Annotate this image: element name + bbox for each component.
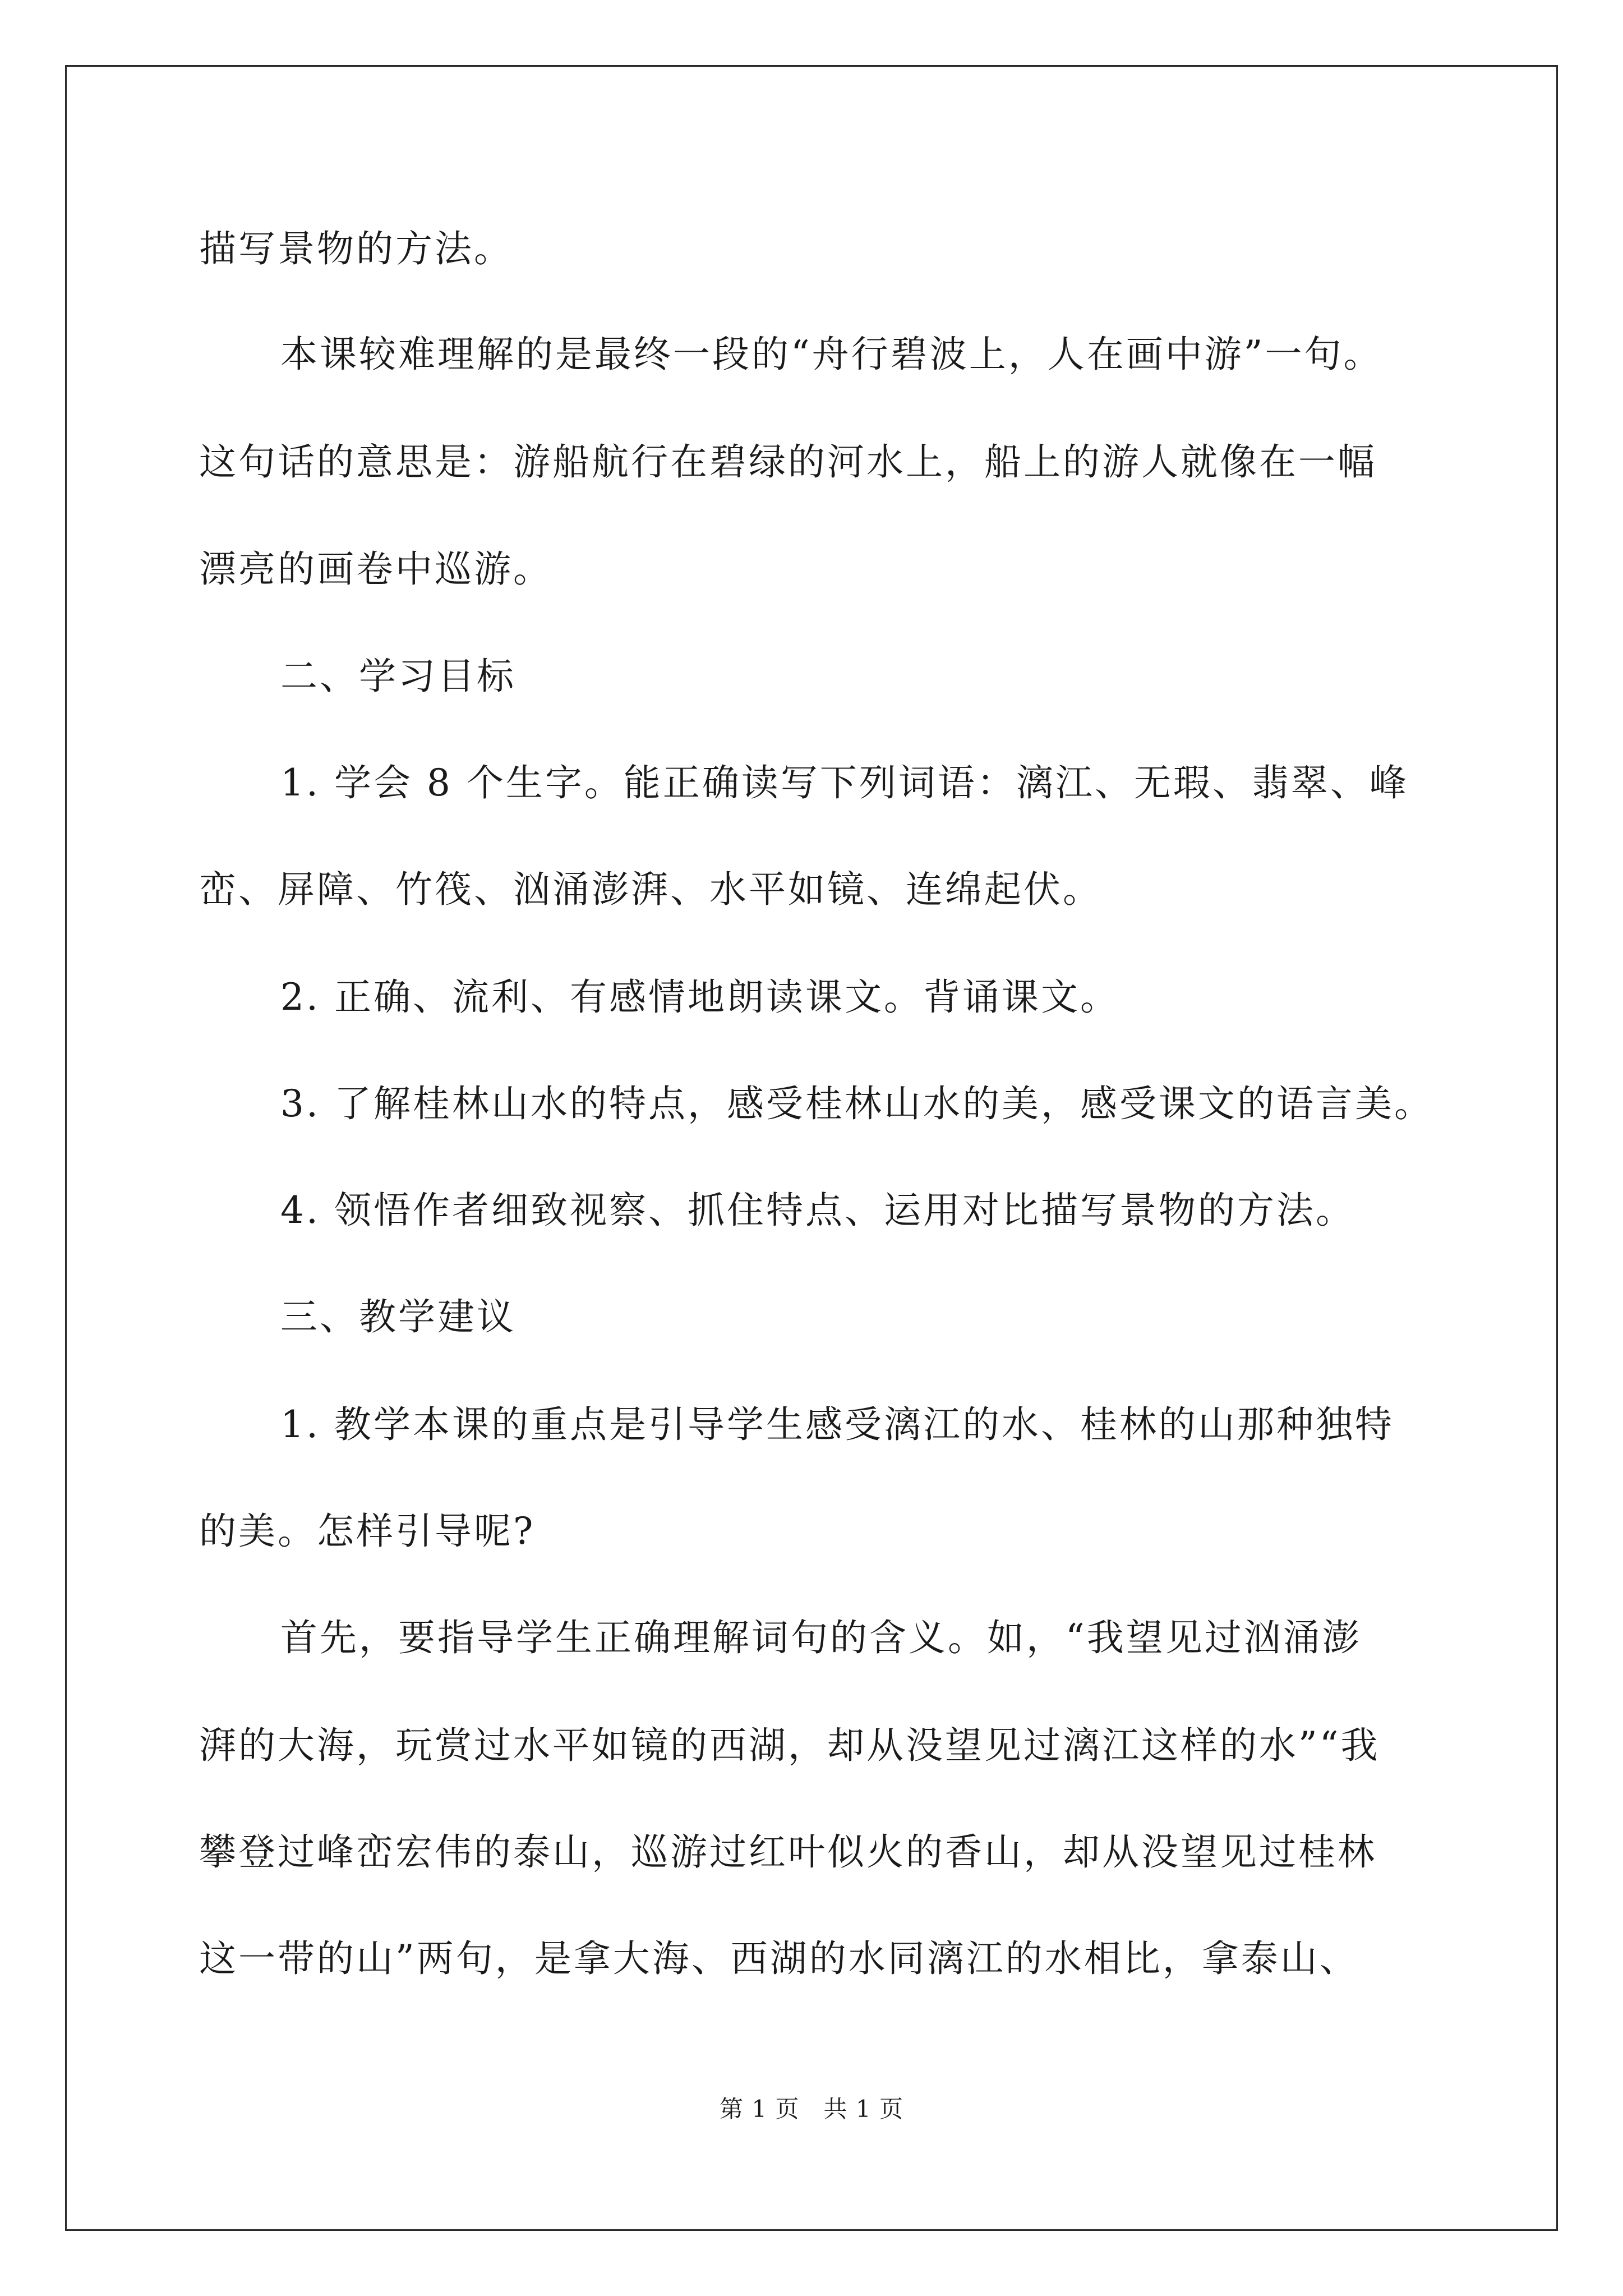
text-line: 1. 学会 8 个生字。能正确读写下列词语：漓江、无瑕、翡翠、峰 — [280, 761, 1409, 804]
text-line: 3. 了解桂林山水的特点，感受桂林山水的美，感受课文的语言美。 — [280, 1082, 1433, 1125]
text-line: 这一带的山”两句，是拿大海、西湖的水同漓江的水相比，拿泰山、 — [199, 1937, 1359, 1980]
page-border — [65, 65, 1558, 2231]
text-line: 的美。怎样引导呢? — [199, 1510, 536, 1553]
text-line: 1. 教学本课的重点是引导学生感受漓江的水、桂林的山那种独特 — [280, 1403, 1394, 1446]
text-line: 攀登过峰峦宏伟的泰山，巡游过红叶似火的香山，却从没望见过桂林 — [199, 1830, 1377, 1874]
text-line: 这句话的意思是：游船航行在碧绿的河水上，船上的游人就像在一幅 — [199, 440, 1377, 484]
text-line: 2. 正确、流利、有感情地朗读课文。背诵课文。 — [280, 976, 1119, 1019]
text-line: 4. 领悟作者细致视察、抓住特点、运用对比描写景物的方法。 — [280, 1189, 1355, 1232]
text-line: 本课较难理解的是最终一段的“舟行碧波上，人在画中游”一句。 — [280, 333, 1383, 376]
text-line: 峦、屏障、竹筏、汹涌澎湃、水平如镜、连绵起伏。 — [199, 868, 1102, 911]
section-heading: 二、学习目标 — [280, 655, 516, 698]
page-number-footer: 第 1 页 共 1 页 — [720, 2095, 903, 2123]
text-line: 首先，要指导学生正确理解词句的含义。如，“我望见过汹涌澎 — [280, 1616, 1362, 1659]
text-line: 漂亮的画卷中巡游。 — [199, 547, 552, 591]
text-line: 描写景物的方法。 — [199, 227, 513, 270]
section-heading: 三、教学建议 — [280, 1295, 516, 1338]
text-line: 湃的大海，玩赏过水平如镜的西湖，却从没望见过漓江这样的水”“我 — [199, 1724, 1380, 1767]
